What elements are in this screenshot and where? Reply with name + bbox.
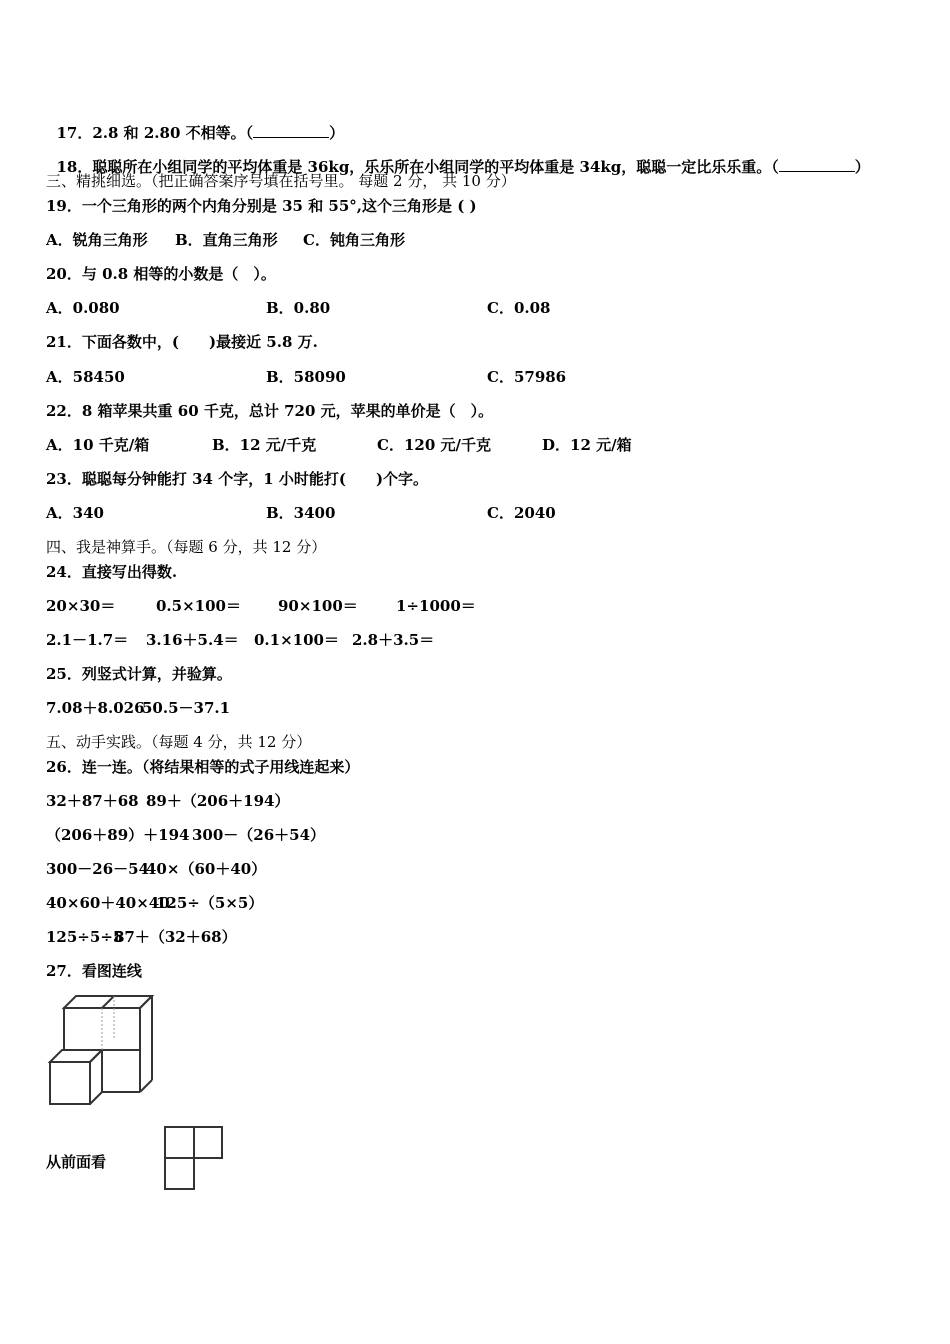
calc-item: 0.5×100＝ <box>156 597 241 615</box>
paren-close: ） <box>854 158 870 176</box>
section-4-heading: 四、我是神算手。（每题 6 分，共 12 分） <box>46 538 327 556</box>
question-17-text: 17．2.8 和 2.80 不相等。（ <box>56 124 254 142</box>
paren-close: ） <box>329 124 345 142</box>
option-c[interactable]: C．120 元/千克 <box>377 436 491 454</box>
match-left[interactable]: 32＋87＋68 <box>46 792 139 810</box>
option-c[interactable]: C．57986 <box>487 368 567 386</box>
calc-item: 7.08＋8.026 <box>46 699 145 717</box>
calc-item: 2.1－1.7＝ <box>46 631 129 649</box>
option-a[interactable]: A．0.080 <box>46 299 120 317</box>
view-label: 从前面看 <box>46 1153 107 1171</box>
option-d[interactable]: D．12 元/箱 <box>542 436 632 454</box>
calc-item: 0.1×100＝ <box>254 631 339 649</box>
match-left[interactable]: 40×60＋40×40 <box>46 894 170 912</box>
match-right[interactable]: 89＋（206＋194） <box>146 792 290 810</box>
match-right[interactable]: 87＋（32＋68） <box>114 928 237 946</box>
option-b[interactable]: B．58090 <box>266 368 346 386</box>
calc-item: 50.5－37.1 <box>142 699 231 717</box>
front-view-diagram[interactable] <box>163 1125 225 1191</box>
option-a[interactable]: A．58450 <box>46 368 125 386</box>
option-c[interactable]: C．钝角三角形 <box>303 231 405 249</box>
option-b[interactable]: B．3400 <box>266 504 336 522</box>
match-left[interactable]: 125÷5÷5 <box>46 928 124 946</box>
question-26: 26．连一连。（将结果相等的式子用线连起来） <box>46 758 360 776</box>
calc-item: 2.8＋3.5＝ <box>352 631 435 649</box>
option-c[interactable]: C．2040 <box>487 504 556 522</box>
option-a[interactable]: A．锐角三角形 <box>46 231 148 249</box>
calc-item: 20×30＝ <box>46 597 116 615</box>
match-left[interactable]: （206＋89）＋194 <box>46 826 190 844</box>
option-b[interactable]: B．0.80 <box>266 299 331 317</box>
option-a[interactable]: A．340 <box>46 504 104 522</box>
option-b[interactable]: B．12 元/千克 <box>212 436 317 454</box>
question-18-text: 18．聪聪所在小组同学的平均体重是 36kg，乐乐所在小组同学的平均体重是 34kg，聪聪一定比乐乐重。（ <box>56 158 779 176</box>
section-5-heading: 五、动手实践。（每题 4 分，共 12 分） <box>46 733 312 751</box>
question-19: 19．一个三角形的两个内角分别是 35 和 55°,这个三角形是 ( ) <box>46 197 477 215</box>
option-c[interactable]: C．0.08 <box>487 299 551 317</box>
match-left[interactable]: 300－26－54 <box>46 860 150 878</box>
option-a[interactable]: A．10 千克/箱 <box>46 436 150 454</box>
question-20: 20．与 0.8 相等的小数是（ ）。 <box>46 265 276 283</box>
option-b[interactable]: B．直角三角形 <box>175 231 278 249</box>
calc-item: 90×100＝ <box>278 597 358 615</box>
calc-item: 3.16＋5.4＝ <box>146 631 239 649</box>
cube-stack-figure <box>46 992 158 1108</box>
match-right[interactable]: 125÷（5×5） <box>156 894 264 912</box>
question-21: 21．下面各数中，( )最接近 5.8 万. <box>46 333 318 351</box>
answer-blank[interactable] <box>779 157 855 172</box>
match-right[interactable]: 40×（60＋40） <box>146 860 267 878</box>
question-23: 23．聪聪每分钟能打 34 个字，1 小时能打( )个字。 <box>46 470 429 488</box>
section-3-heading: 三、精挑细选。（把正确答案序号填在括号里。 每题 2 分， 共 10 分） <box>46 172 516 190</box>
question-22: 22．8 箱苹果共重 60 千克，总计 720 元，苹果的单价是（ ）。 <box>46 402 494 420</box>
question-24: 24．直接写出得数. <box>46 563 178 581</box>
calc-item: 1÷1000＝ <box>396 597 476 615</box>
question-25: 25．列竖式计算，并验算。 <box>46 665 232 683</box>
question-27: 27．看图连线 <box>46 962 142 980</box>
answer-blank[interactable] <box>253 123 329 138</box>
match-right[interactable]: 300－（26＋54） <box>192 826 326 844</box>
